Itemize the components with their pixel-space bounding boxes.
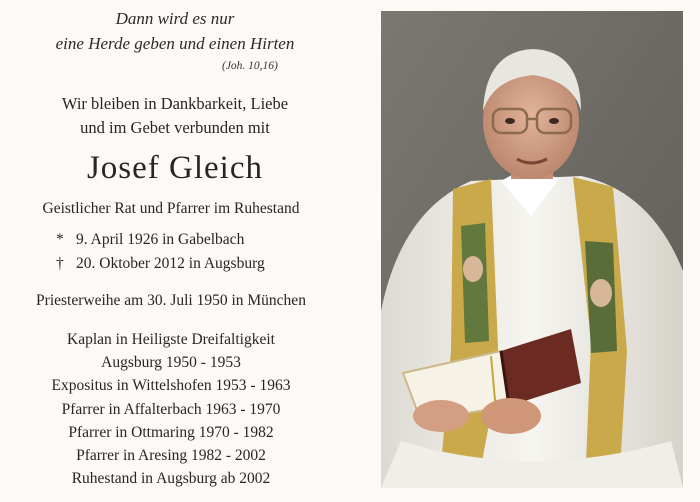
priest-portrait-photo xyxy=(381,11,683,488)
birth-text: 9. April 1926 in Gabelbach xyxy=(76,231,245,248)
quote-line-2: eine Herde geben und einen Hirten xyxy=(55,34,295,53)
right-hand xyxy=(481,398,541,434)
career-item: Pfarrer in Affalterbach 1963 - 1970 xyxy=(61,400,281,418)
intro-line-1: Wir bleiben in Dankbarkeit, Liebe xyxy=(61,94,289,113)
bible-quote xyxy=(20,6,330,56)
career-item: Expositus in Wittelshofen 1953 - 1963 xyxy=(51,377,291,395)
career-list xyxy=(6,328,336,490)
ordination-date: Priesterweihe am 30. Juli 1950 in München xyxy=(36,292,306,309)
left-hand xyxy=(413,400,469,432)
deceased-title: Geistlicher Rat und Pfarrer im Ruhestand xyxy=(42,200,300,217)
birth-symbol: * xyxy=(56,231,64,248)
white-robe xyxy=(381,176,683,488)
deceased-name: Josef Gleich xyxy=(86,150,264,186)
quote-line-1: Dann wird es nur xyxy=(115,9,235,28)
career-item: Augsburg 1950 - 1953 xyxy=(101,354,241,372)
portrait-illustration xyxy=(381,11,683,488)
cross-symbol: † xyxy=(56,255,64,272)
death-date xyxy=(56,252,336,276)
career-item: Pfarrer in Ottmaring 1970 - 1982 xyxy=(68,423,274,441)
intro-line-2: und im Gebet verbunden mit xyxy=(80,118,270,137)
death-text: 20. Oktober 2012 in Augsburg xyxy=(76,255,265,272)
quote-reference: (Joh. 10,16) xyxy=(222,60,278,72)
career-item: Pfarrer in Aresing 1982 - 2002 xyxy=(76,447,266,465)
career-item: Kaplan in Heiligste Dreifaltigkeit xyxy=(67,331,275,348)
intro-text xyxy=(20,92,330,140)
birth-date xyxy=(56,228,336,252)
life-dates xyxy=(56,228,336,276)
career-item: Ruhestand in Augsburg ab 2002 xyxy=(71,470,271,488)
